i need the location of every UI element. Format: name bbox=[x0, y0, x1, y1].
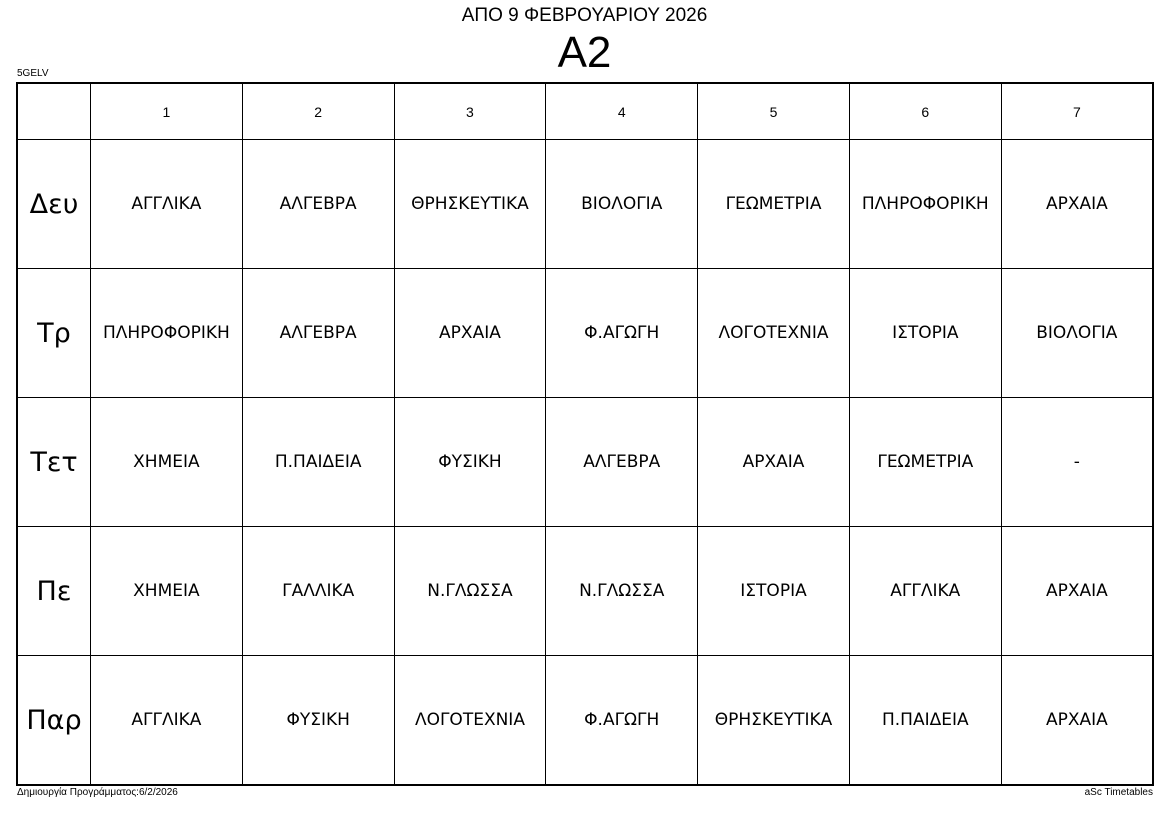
lesson-cell: ΑΓΓΛΙΚΑ bbox=[91, 656, 243, 785]
lesson-cell: ΠΛΗΡΟΦΟΡΙΚΗ bbox=[91, 269, 243, 398]
lesson-cell: ΒΙΟΛΟΓΙΑ bbox=[546, 140, 698, 269]
lesson-cell: ΘΡΗΣΚΕΥΤΙΚΑ bbox=[394, 140, 546, 269]
period-header: 7 bbox=[1001, 83, 1153, 140]
lesson-cell: ΑΛΓΕΒΡΑ bbox=[242, 269, 394, 398]
lesson-cell: ΧΗΜΕΙΑ bbox=[91, 398, 243, 527]
lesson-cell: ΑΛΓΕΒΡΑ bbox=[546, 398, 698, 527]
lesson-cell: ΧΗΜΕΙΑ bbox=[91, 527, 243, 656]
day-label: Πε bbox=[17, 527, 91, 656]
period-header: 5 bbox=[698, 83, 850, 140]
corner-cell bbox=[17, 83, 91, 140]
timetable-date-subtitle: ΑΠΟ 9 ΦΕΒΡΟΥΑΡΙΟΥ 2026 bbox=[461, 5, 708, 26]
lesson-cell: Φ.ΑΓΩΓΗ bbox=[546, 269, 698, 398]
lesson-cell: ΑΡΧΑΙΑ bbox=[394, 269, 546, 398]
lesson-cell: ΛΟΓΟΤΕΧΝΙΑ bbox=[394, 656, 546, 785]
lesson-cell: Π.ΠΑΙΔΕΙΑ bbox=[849, 656, 1001, 785]
day-row-wednesday bbox=[17, 398, 1153, 527]
school-code: 5GELV bbox=[17, 68, 49, 79]
lesson-cell: ΛΟΓΟΤΕΧΝΙΑ bbox=[698, 269, 850, 398]
day-row-thursday bbox=[17, 527, 1153, 656]
lesson-cell: ΦΥΣΙΚΗ bbox=[242, 656, 394, 785]
lesson-cell: ΑΡΧΑΙΑ bbox=[1001, 656, 1153, 785]
creation-date: Δημιουργία Προγράμματος:6/2/2026 bbox=[17, 787, 178, 798]
lesson-cell: ΑΡΧΑΙΑ bbox=[1001, 140, 1153, 269]
lesson-cell: ΑΡΧΑΙΑ bbox=[1001, 527, 1153, 656]
lesson-cell: Ν.ΓΛΩΣΣΑ bbox=[546, 527, 698, 656]
lesson-cell: ΑΛΓΕΒΡΑ bbox=[242, 140, 394, 269]
day-row-tuesday bbox=[17, 269, 1153, 398]
lesson-cell: ΓΕΩΜΕΤΡΙΑ bbox=[849, 398, 1001, 527]
lesson-cell: Ν.ΓΛΩΣΣΑ bbox=[394, 527, 546, 656]
period-header: 4 bbox=[546, 83, 698, 140]
lesson-cell: ΘΡΗΣΚΕΥΤΙΚΑ bbox=[698, 656, 850, 785]
lesson-cell: Π.ΠΑΙΔΕΙΑ bbox=[242, 398, 394, 527]
day-label: Παρ bbox=[17, 656, 91, 785]
lesson-cell: Φ.ΑΓΩΓΗ bbox=[546, 656, 698, 785]
day-label: Δευ bbox=[17, 140, 91, 269]
lesson-cell: ΑΡΧΑΙΑ bbox=[698, 398, 850, 527]
lesson-cell: ΠΛΗΡΟΦΟΡΙΚΗ bbox=[849, 140, 1001, 269]
lesson-cell: ΓΑΛΛΙΚΑ bbox=[242, 527, 394, 656]
day-label: Τετ bbox=[17, 398, 91, 527]
day-row-friday bbox=[17, 656, 1153, 785]
lesson-cell: ΒΙΟΛΟΓΙΑ bbox=[1001, 269, 1153, 398]
brand-credit: aSc Timetables bbox=[1084, 787, 1153, 798]
day-row-monday bbox=[17, 140, 1153, 269]
lesson-cell: ΙΣΤΟΡΙΑ bbox=[849, 269, 1001, 398]
timetable-grid bbox=[16, 82, 1154, 786]
lesson-cell: ΓΕΩΜΕΤΡΙΑ bbox=[698, 140, 850, 269]
day-label: Τρ bbox=[17, 269, 91, 398]
lesson-cell: ΑΓΓΛΙΚΑ bbox=[91, 140, 243, 269]
lesson-cell: - bbox=[1001, 398, 1153, 527]
lesson-cell: ΦΥΣΙΚΗ bbox=[394, 398, 546, 527]
lesson-cell: ΑΓΓΛΙΚΑ bbox=[849, 527, 1001, 656]
class-title: Α2 bbox=[557, 28, 612, 77]
period-header: 2 bbox=[242, 83, 394, 140]
period-header: 6 bbox=[849, 83, 1001, 140]
period-header-row bbox=[17, 83, 1153, 140]
period-header: 1 bbox=[91, 83, 243, 140]
lesson-cell: ΙΣΤΟΡΙΑ bbox=[698, 527, 850, 656]
period-header: 3 bbox=[394, 83, 546, 140]
